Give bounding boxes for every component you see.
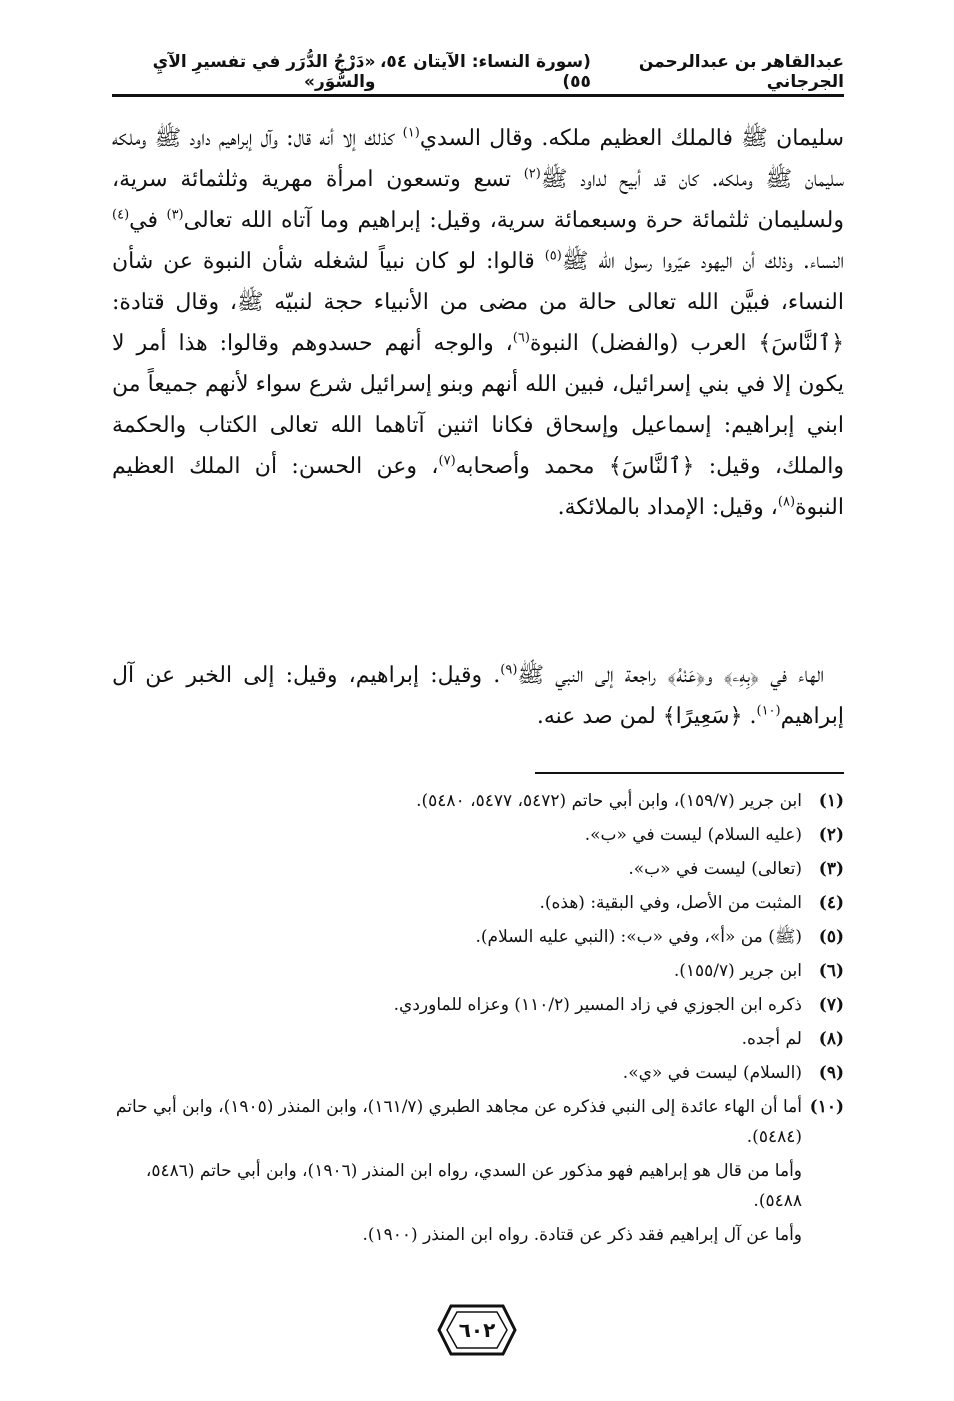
footnote-number: (٧) <box>818 995 844 1015</box>
text-run: ، وعن الحسن: أن الملك العظيم النبوة <box>112 454 844 520</box>
header-rule <box>112 94 844 97</box>
footnote-text: (السلام) ليست في «ي». <box>622 1063 802 1083</box>
footnote-item <box>112 820 844 850</box>
footnote-number: (٥) <box>818 927 844 947</box>
main-text-2 <box>112 655 844 737</box>
footnote-text: أما أن الهاء عائدة إلى النبي فذكره عن مجاهد الطبري (١٦١/٧)، وابن المنذر (١٩٠٥)، وابن أبي حاتم (٥٤٨٤). <box>115 1097 802 1147</box>
text-run: كذلك إلا أنه قال: وآل إبراهيم داود ﷺ وملكه سليمان ﷺ وملكه. كان قد أبيح لداود ﷺ <box>112 126 844 192</box>
footnote-ref: (٦) <box>512 330 530 346</box>
footnote-number: (٦) <box>818 961 844 981</box>
footnotes <box>112 786 844 1254</box>
footnote-number: (١٠) <box>809 1097 844 1117</box>
header-author: عبدالقاهر بن عبدالرحمن الجرجاني <box>638 52 844 92</box>
page-number-ornament <box>437 1302 517 1358</box>
text-run: . وقيل: إبراهيم، وقيل: إلى الخبر عن آل إبراهيم <box>112 663 844 729</box>
text-run: تسع وتسعون امرأة مهرية وثلثمائة سرية، ولسليمان ثلثمائة حرة وسبعمائة سرية، وقيل: إبراهيم وما آتاه الله تعالى <box>112 167 844 233</box>
footnote-ref: (٧) <box>438 453 456 469</box>
footnote-item <box>112 1092 844 1152</box>
text-run: قالوا: لو كان نبياً لشغله شأن النبوة عن شأن النساء، فبيَّن الله تعالى حالة من مضى من الأنبياء حجة لنبيّه ﷺ، وقال قتادة: ﴿ٱلنَّاسَ﴾ العرب (والفضل) النبوة <box>112 249 844 356</box>
text-run: في <box>129 208 167 233</box>
footnote-number: (٩) <box>818 1063 844 1083</box>
footnote-item <box>112 956 844 986</box>
footnote-ref: (٨) <box>777 494 796 510</box>
footnote-rule <box>535 772 844 774</box>
footnote-item <box>112 888 844 918</box>
footnote-number: (٣) <box>818 859 844 879</box>
footnote-continuation: وأما عن آل إبراهيم فقد ذكر عن قتادة. رواه ابن المنذر (١٩٠٠). <box>362 1225 802 1245</box>
footnote-text: (عليه السلام) ليست في «ب». <box>584 825 802 845</box>
page-number: ٦٠٢ <box>458 1318 496 1342</box>
text-run: . ﴿سَعِيرًا﴾ لمن صد عنه. <box>536 704 757 729</box>
footnote-text: ابن جرير (١٥٥/٧). <box>673 961 802 981</box>
footnote-ref: (٣) <box>166 207 184 223</box>
footnote-ref: (٩) <box>500 662 518 678</box>
footnote-text: المثبت من الأصل، وفي البقية: (هذه). <box>539 893 802 913</box>
text-run: النساء. وذلك أن اليهود عيّروا رسول الله ﷺ <box>561 249 844 274</box>
footnote-item <box>112 990 844 1020</box>
footnote-ref: (٤) <box>112 207 130 223</box>
paragraph-1 <box>112 118 844 528</box>
text-run: سليمان ﷺ فالملك العظيم ملكه. وقال السدي <box>419 126 845 151</box>
text-run: ، وقيل: الإمداد بالملائكة. <box>557 495 778 520</box>
footnote-text: (تعالى) ليست في «ب». <box>628 859 802 879</box>
text-run: ، والوجه أنهم حسدوهم وقالوا: هذا أمر لا يكون إلا في بني إسرائيل، فبين الله أنهم وبنو إسرائيل شرع سواء لأنهم جميعاً من ابني إبراهيم: إسماعيل وإسحاق فكانا اثنين آتاهما الله تعالى الكتاب والحكمة والملك، وقيل: ﴿ٱلنَّاسَ﴾ محمد وأصحابه <box>112 331 845 479</box>
footnote-continuation: وأما من قال هو إبراهيم فهو مذكور عن السدي، رواه ابن المنذر (١٩٠٦)، وابن أبي حاتم (٥٤٨٦، ٥٤٨٨). <box>145 1161 802 1211</box>
footnote-item <box>112 854 844 884</box>
footnote-number: (٢) <box>818 825 844 845</box>
footnote-number: (١) <box>818 791 844 811</box>
footnote-text: ابن جرير (١٥٩/٧)، وابن أبي حاتم (٥٤٧٢، ٥٤٧٧، ٥٤٨٠). <box>416 791 802 811</box>
footnote-item <box>112 1024 844 1054</box>
running-header <box>112 52 844 92</box>
main-text <box>112 118 844 528</box>
header-surah: (سورة النساء: الآيتان ٥٤، ٥٥) <box>379 52 591 92</box>
header-book-title: «دَرْجُ الدُّرَر في تفسيرِ الآيِ والسُّوَر» <box>152 52 376 92</box>
footnote-ref: (١٠) <box>756 703 781 719</box>
footnote-text: ذكره ابن الجوزي في زاد المسير (١١٠/٢) وعزاه للماوردي. <box>393 995 802 1015</box>
footnote-ref: (٢) <box>523 166 541 182</box>
footnote-text: لم أجده. <box>741 1029 802 1049</box>
footnote-ref: (٥) <box>544 248 562 264</box>
footnote-text: (ﷺ) من «أ»، وفي «ب»: (النبي عليه السلام). <box>475 927 802 947</box>
footnote-number: (٨) <box>818 1029 844 1049</box>
footnote-item <box>112 786 844 816</box>
footnote-item <box>112 922 844 952</box>
text-run: الهاء في ﴿بِهِۦ﴾ و﴿عَنْهُ﴾ راجعة إلى النبي ﷺ <box>517 663 824 688</box>
footnote-ref: (١) <box>402 125 420 141</box>
paragraph-2 <box>112 655 844 737</box>
footnote-item <box>112 1058 844 1088</box>
footnote-number: (٤) <box>818 893 844 913</box>
